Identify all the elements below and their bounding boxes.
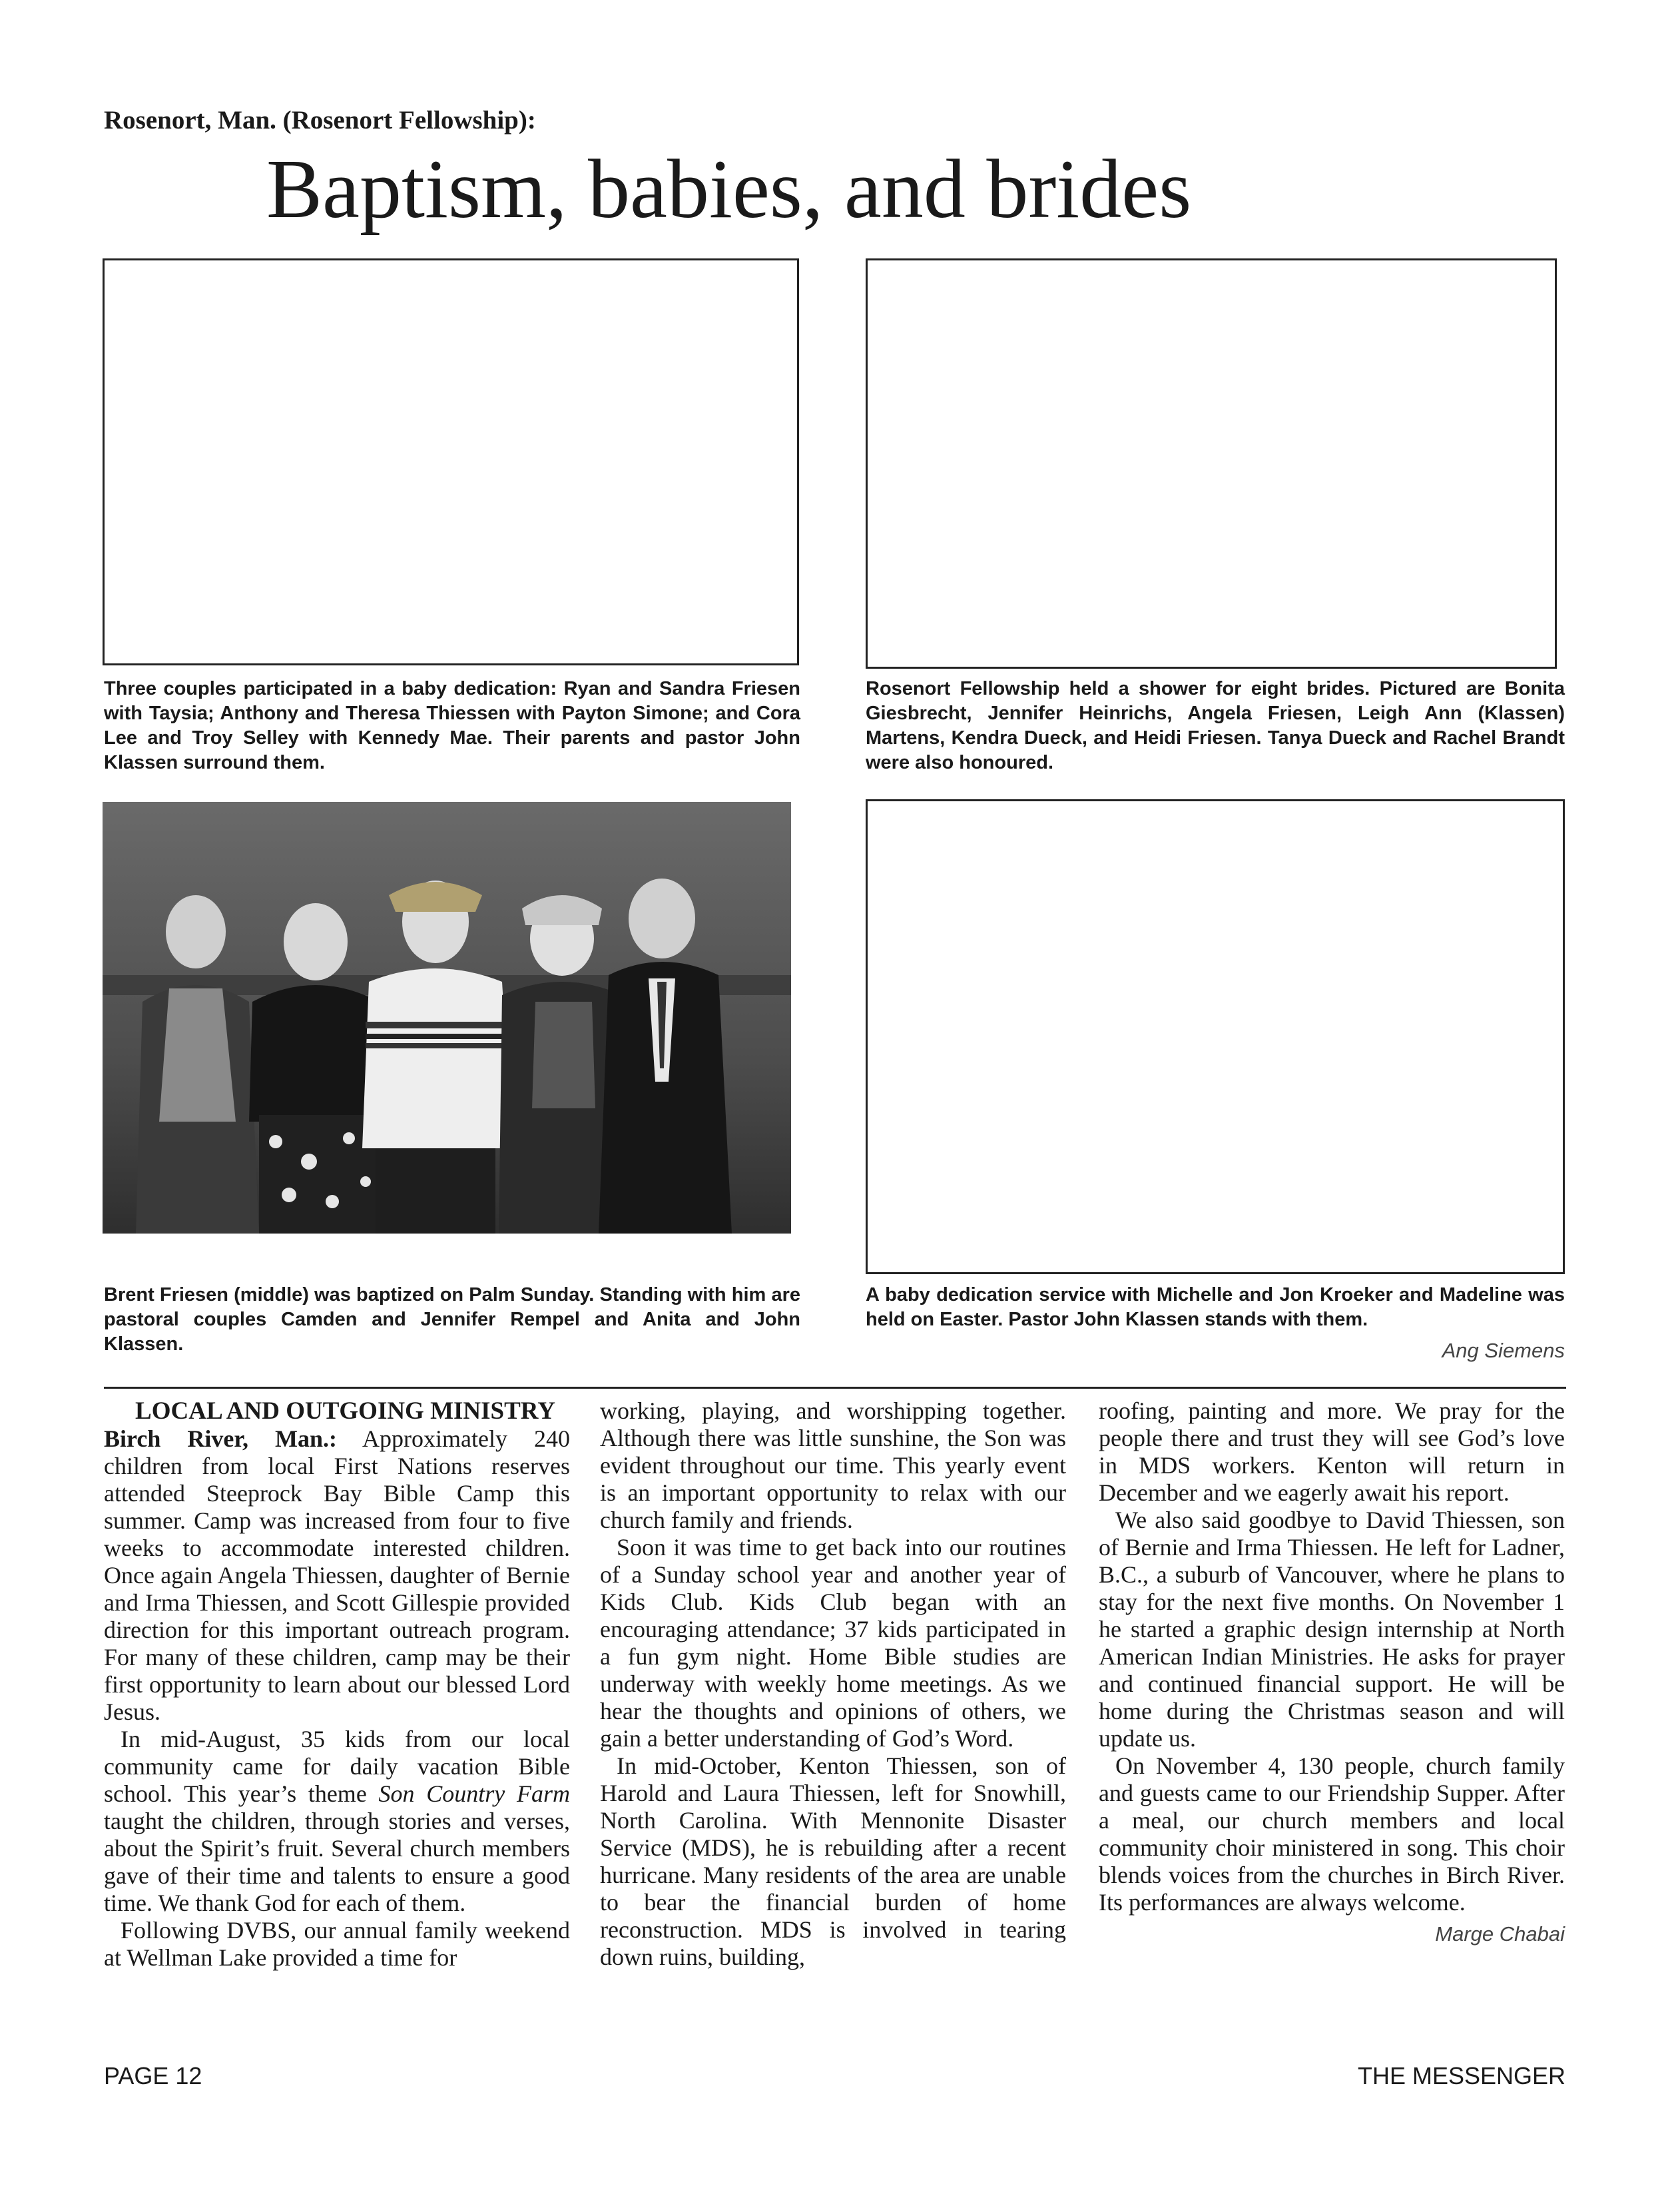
photo-baptism (103, 802, 791, 1234)
article-column-3 (1099, 1397, 1565, 1948)
theme-title: Son Country Farm (378, 1780, 570, 1807)
caption-bridal-shower: Rosenort Fellowship held a shower for eight brides. Pictured are Bonita Giesbrecht, Jennifer Heinrichs, Angela Friesen, Leigh Ann (Klassen) Martens, Kendra Dueck, and Heidi Friesen. Tanya Dueck and Rachel Brandt were also honoured. (866, 678, 1565, 773)
photo-easter-dedication-placeholder (866, 799, 1565, 1274)
photo-baby-dedication-placeholder (103, 258, 799, 665)
paragraph-7: On November 4, 130 people, church family and guests came to our Friendship Supper. After a meal, our church members and local community choir ministered in song. This choir blends voices from the churches in Birch River. Its performances are always welcome. (1099, 1752, 1565, 1916)
article-column-2 (600, 1397, 1066, 1971)
paragraph-5b: roofing, painting and more. We pray for the people there and trust they will see God’s love in MDS workers. Kenton will return in December and we eagerly await his report. (1099, 1397, 1565, 1506)
paragraph-4: Soon it was time to get back into our routines of a Sunday school year and another year of Kids Club. Kids Club began with an encouraging attendance; 37 kids participated in a fun gym night. Home Bible studies are underway with weekly home meetings. As we hear the thoughts and opinions of others, we gain a better understanding of God’s Word. (600, 1534, 1066, 1752)
article-column-1 (104, 1397, 570, 1972)
dateline: Birch River, Man.: (104, 1425, 338, 1452)
publication-name: THE MESSENGER (1357, 2062, 1565, 2089)
photo-bridal-shower-placeholder (866, 258, 1557, 669)
paragraph-3b: working, playing, and worshipping together. Although there was little sunshine, the Son was evident throughout our time. This yearly event is an important opportunity to relax with our church family and friends. (600, 1397, 1066, 1533)
article-divider (104, 1387, 1566, 1389)
caption-baby-dedication: Three couples participated in a baby dedication: Ryan and Sandra Friesen with Taysia; Anthony and Theresa Thiessen with Payton Simone; and Cora Lee and Troy Selley with Kennedy Mae. Their parents and pastor John Klassen surround them. (104, 678, 800, 773)
baptism-photo-illustration (103, 802, 791, 1234)
photo-credit: Ang Siemens (1442, 1339, 1565, 1362)
paragraph-6: We also said goodbye to David Thiessen, son of Bernie and Irma Thiessen. He left for Ladner, B.C., a suburb of Vancouver, where he plans to stay for the next five months. On November 1 he started a graphic design internship at North American Indian Ministries. He asks for prayer and continued financial support. He will be home during the Christmas season and will update us. (1099, 1507, 1565, 1752)
paragraph-5a: In mid-October, Kenton Thiessen, son of Harold and Laura Thiessen, left for Snowhill, North Carolina. With Mennonite Disaster Service (MDS), he is rebuilding after a recent hurricane. Many residents of the area are unable to bear the financial burden of home reconstruction. MDS is involved in tearing down ruins, building, (600, 1752, 1066, 1970)
page-number: PAGE 12 (104, 2062, 202, 2089)
page-title: Baptism, babies, and brides (266, 143, 1192, 236)
caption-baptism: Brent Friesen (middle) was baptized on Palm Sunday. Standing with him are pastoral couples Camden and Jennifer Rempel and Anita and John Klassen. (104, 1284, 800, 1355)
caption-easter-dedication: A baby dedication service with Michelle and Jon Kroeker and Madeline was held on Easter. Pastor John Klassen stands with them. (866, 1284, 1565, 1330)
paragraph-2: In mid-August, 35 kids from our local community came for daily vacation Bible school. This year’s theme Son Country Farm taught the children, through stories and verses, about the Spirit’s fruit. Several church members gave of their time and talents to ensure a good time. We thank God for each of them. (104, 1726, 570, 1916)
section-heading: LOCAL AND OUTGOING MINISTRY (135, 1397, 555, 1425)
location-kicker: Rosenort, Man. (Rosenort Fellowship): (104, 106, 536, 135)
article-byline: Marge Chabai (1435, 1922, 1565, 1946)
paragraph-3a: Following DVBS, our annual family weekend at Wellman Lake provided a time for (104, 1917, 570, 1971)
paragraph-1: Birch River, Man.: Approximately 240 children from local First Nations reserves attended Steeprock Bay Bible Camp this summer. Camp was increased from four to five weeks to accommodate interested children. Once again Angela Thiessen, daughter of Bernie and Irma Thiessen, and Scott Gillespie provided direction for this important outreach program. For many of these children, camp may be their first opportunity to learn about our blessed Lord Jesus. (104, 1425, 571, 1725)
